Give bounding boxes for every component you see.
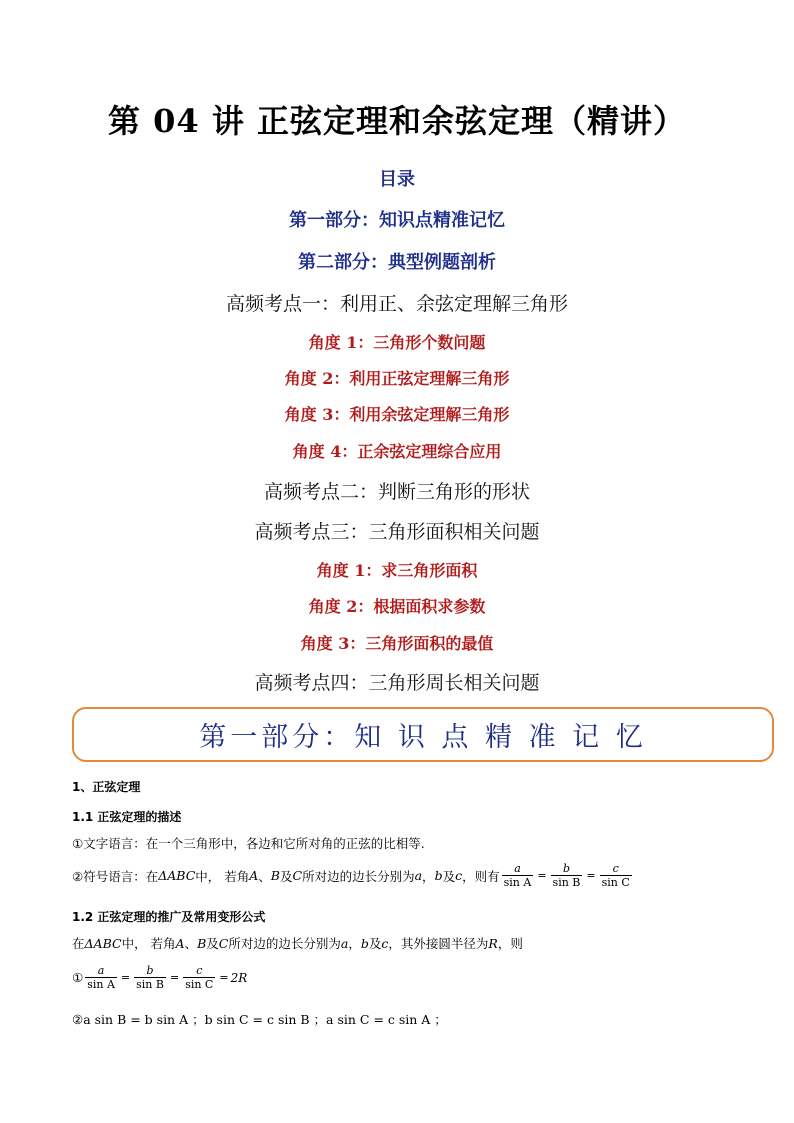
var-b: b: [434, 868, 443, 883]
section-banner: [72, 707, 774, 762]
text-verbal-statement: ①文字语言：在一个三角形中，各边和它所对角的正弦的比相等.: [72, 836, 425, 851]
toc-topic4: 高频考点四：三角形周长相关问题: [254, 672, 540, 694]
equals-sign: =: [120, 971, 131, 984]
var-C: C: [218, 935, 229, 951]
symbolic-statement: [72, 862, 634, 889]
var-c: c: [381, 935, 389, 951]
var-B: B: [270, 868, 280, 883]
equals-sign: =: [219, 971, 229, 984]
text: ，: [348, 936, 361, 951]
var-A: A: [249, 868, 259, 883]
fraction-c-sinC: $\frac{c}{\text{sin C}}$: [185, 964, 214, 991]
var-a: a: [340, 935, 349, 951]
fraction-a-sinA: $\frac{a}{\text{sin A}}$: [503, 862, 532, 889]
equals-sign: =: [586, 869, 596, 882]
var-c: c: [455, 868, 463, 883]
text: 及: [206, 936, 219, 951]
equals-sign: =: [537, 869, 547, 882]
text: 及: [279, 868, 293, 884]
text: ，: [422, 868, 435, 884]
fraction-b-sinB: $\frac{b}{\text{sin B}}$: [136, 964, 164, 991]
toc-topic3: 高频考点三：三角形面积相关问题: [254, 521, 540, 543]
var-A: A: [175, 935, 185, 951]
triangle-symbol: ΔABC: [84, 935, 122, 951]
var-B: B: [197, 935, 207, 951]
formula-1: [72, 964, 247, 991]
toc-topic1-angle: 角度 4：正余弦定理综合应用: [292, 442, 502, 461]
var-R: R: [488, 935, 498, 951]
circled-one: ①: [72, 970, 84, 985]
text: 、: [184, 936, 198, 951]
fraction-a-sinA: $\frac{a}{\text{sin A}}$: [87, 964, 115, 991]
var-a: a: [414, 868, 423, 883]
toc-topic1: 高频考点一：利用正、余弦定理解三角形: [225, 293, 568, 315]
equals-sign: =: [169, 971, 180, 984]
formula-2-text: ②a sin B = b sin A ；b sin C = c sin B ；a sin C = c sin A ；: [72, 1012, 447, 1027]
fraction-c-sinC: $\frac{c}{\text{sin C}}$: [601, 862, 630, 889]
toc-heading: 目录: [379, 169, 415, 190]
var-C: C: [292, 868, 303, 883]
text: 及: [442, 868, 456, 884]
page-title: 第 04 讲 正弦定理和余弦定理（精讲）: [108, 102, 686, 140]
extension-statement: [72, 934, 523, 952]
text: ②符号语言：在: [72, 868, 159, 884]
text: 及: [368, 936, 382, 951]
toc-topic2: 高频考点二：判断三角形的形状: [263, 481, 530, 503]
text: 中， 若角: [121, 936, 176, 951]
section-banner-title: 第一部分：知 识 点 精 准 记 忆: [199, 722, 647, 753]
toc-topic1-angle: 角度 3：利用余弦定理解三角形: [284, 405, 510, 424]
toc-topic3-angle: 角度 1：求三角形面积: [316, 561, 478, 580]
text: 、: [258, 868, 271, 884]
toc-part1: 第一部分：知识点精准记忆: [289, 210, 505, 231]
heading-sine-law-extension: 1.2 正弦定理的推广及常用变形公式: [72, 910, 266, 924]
toc-topic3-angle: 角度 3：三角形面积的最值: [300, 634, 494, 653]
toc-topic1-angle: 角度 2：利用正弦定理解三角形: [284, 369, 510, 388]
var-b: b: [360, 935, 369, 951]
formula-2: [72, 1010, 447, 1028]
text: ，其外接圆半径为: [388, 936, 489, 951]
text: 在: [72, 936, 85, 951]
toc-part2: 第二部分：典型例题剖析: [298, 252, 496, 273]
text: ，则有: [462, 868, 500, 884]
toc-topic1-angle: 角度 1：三角形个数问题: [308, 333, 486, 352]
toc-topic3-angle: 角度 2：根据面积求参数: [308, 597, 486, 616]
heading-sine-law-desc: 1.1 正弦定理的描述: [72, 810, 182, 824]
two-R: 2R: [230, 970, 248, 985]
text: ，则: [497, 936, 523, 951]
triangle-symbol: ΔABC: [158, 868, 196, 883]
fraction-b-sinB: $\frac{b}{\text{sin B}}$: [552, 862, 581, 889]
text: 所对边的边长分别为: [302, 868, 415, 884]
text: 中， 若角: [195, 868, 250, 884]
heading-sine-law: 1、正弦定理: [72, 780, 141, 794]
text: 所对边的边长分别为: [228, 936, 341, 951]
